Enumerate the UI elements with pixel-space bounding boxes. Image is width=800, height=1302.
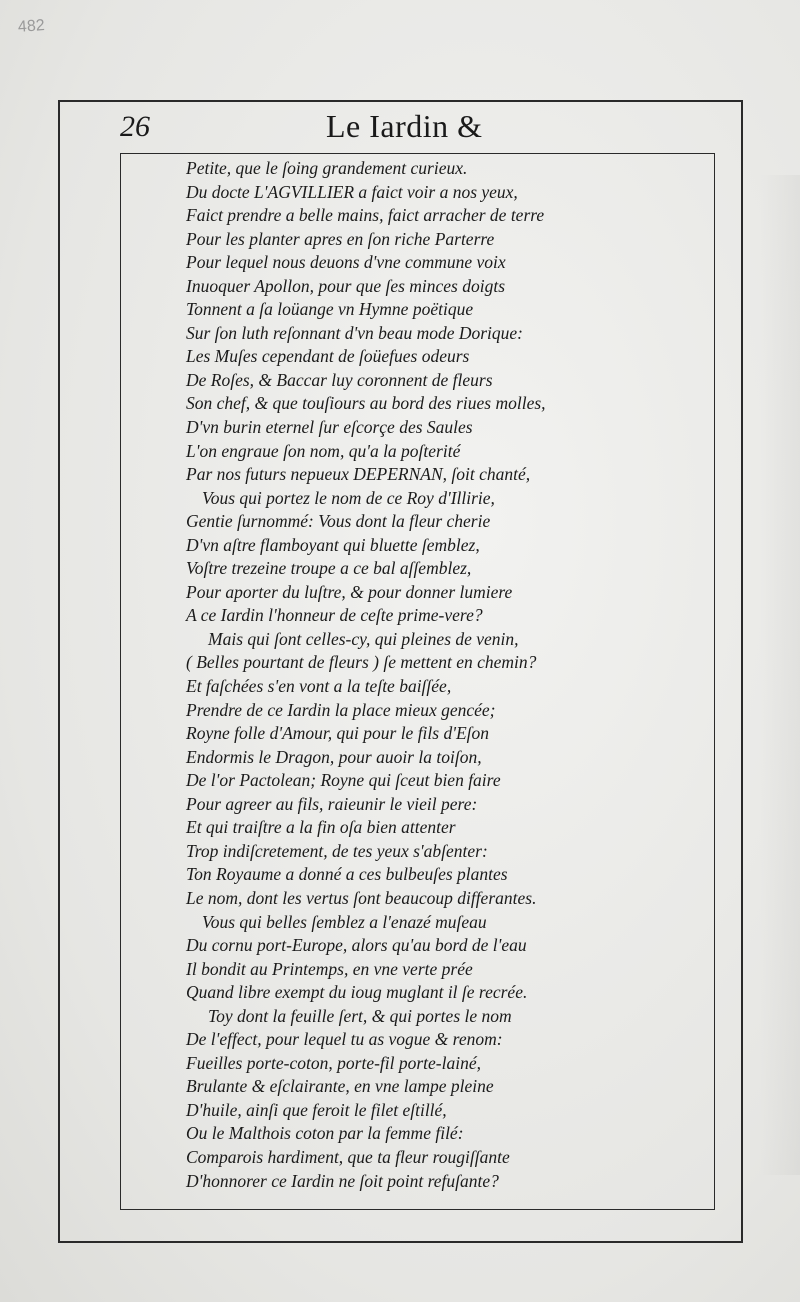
poem-line: Il bondit au Printemps, en vne verte prée [186,958,473,979]
show-through-shadow [760,175,800,1175]
page-header [60,104,740,150]
poem-line: Trop indiſcretement, de tes yeux s'abſenter: [186,840,488,861]
poem-text [186,157,706,1193]
poem-line: Et faſchées s'en vont a la teſte baiſſée, [186,676,452,697]
poem-line: Royne folle d'Amour, qui pour le fils d'Eſon [186,723,490,744]
poem-line: De l'effect, pour lequel tu as vogue & renom: [186,1029,503,1050]
poem-line: Ou le Malthois coton par la femme filé: [186,1123,464,1144]
poem-line: D'vn aſtre flamboyant qui bluette ſemblez, [186,534,480,555]
poem-line: D'vn burin eternel ſur eſcorçe des Saules [186,417,473,438]
poem-line: Vous qui portez le nom de ce Roy d'Illirie, [202,487,495,508]
poem-line: Inuoquer Apollon, pour que ſes minces doigts [186,275,506,296]
poem-line: Toy dont la feuille ſert, & qui portes le nom [208,1005,512,1026]
poem-line: De l'or Pactolean; Royne qui ſceut bien faire [186,770,501,791]
poem-line: Et qui traiſtre a la fin oſa bien attenter [186,817,456,838]
poem-line: Faict prendre a belle mains, faict arracher de terre [186,205,545,226]
poem-line: Pour les planter apres en ſon riche Parterre [186,228,495,249]
poem-line: Gentie ſurnommé: Vous dont la fleur cherie [186,511,491,532]
poem-line: ( Belles pourtant de fleurs ) ſe mettent en chemin? [186,652,537,673]
poem-line: L'on engraue ſon nom, qu'a la poſterité [186,440,461,461]
poem-line: D'huile, ainſi que feroit le filet eſtillé, [186,1099,447,1120]
poem-line: Du cornu port-Europe, alors qu'au bord de l'eau [186,935,527,956]
poem-line: A ce Iardin l'honneur de ceſte prime-vere? [186,605,483,626]
poem-line: Quand libre exempt du ioug muglant il ſe recrée. [186,982,528,1003]
poem-line: Brulante & eſclairante, en vne lampe pleine [186,1076,494,1097]
poem-line: Ton Royaume a donné a ces bulbeuſes plantes [186,864,508,885]
poem-line: Par nos futurs nepueux DEPERNAN, ſoit chanté, [186,464,531,485]
poem-line: Fueilles porte-coton, porte-fil porte-lainé, [186,1052,482,1073]
poem-line: Pour aporter du luſtre, & pour donner lumiere [186,581,513,602]
poem-line: Vous qui belles ſemblez a l'enazé muſeau [202,911,487,932]
poem-line: Endormis le Dragon, pour auoir la toiſon, [186,746,482,767]
poem-line: Pour agreer au fils, raieunir le vieil pere: [186,793,478,814]
poem-line: Son chef, & que touſiours au bord des riues molles, [186,393,546,414]
poem-line: Sur ſon luth reſonnant d'vn beau mode Dorique: [186,322,524,343]
running-title: Le Iardin & [326,108,483,144]
poem-line: Petite, que le ſoing grandement curieux. [186,158,468,178]
poem-line: Mais qui ſont celles-cy, qui pleines de venin, [208,628,519,649]
poem-line: De Roſes, & Baccar luy coronnent de fleurs [186,369,493,390]
page-number: 26 [120,110,150,143]
poem-line: Voſtre trezeine troupe a ce bal aſſemblez, [186,558,472,579]
poem-line: Du docte L'AGVILLIER a faict voir a nos yeux, [186,181,518,202]
poem-line: Pour lequel nous deuons d'vne commune voix [186,252,506,273]
poem-line: Tonnent a ſa loüange vn Hymne poëtique [186,299,474,320]
corner-mark: 482 [17,17,46,36]
poem-line: Comparois hardiment, que ta fleur rougiſſante [186,1146,510,1167]
poem-line: Le nom, dont les vertus ſont beaucoup differantes. [186,887,537,908]
poem-line: Les Muſes cependant de ſoüefues odeurs [186,346,470,367]
poem-line: D'honnorer ce Iardin ne ſoit point refuſante? [186,1170,499,1191]
poem-line: Prendre de ce Iardin la place mieux gencée; [186,699,496,720]
